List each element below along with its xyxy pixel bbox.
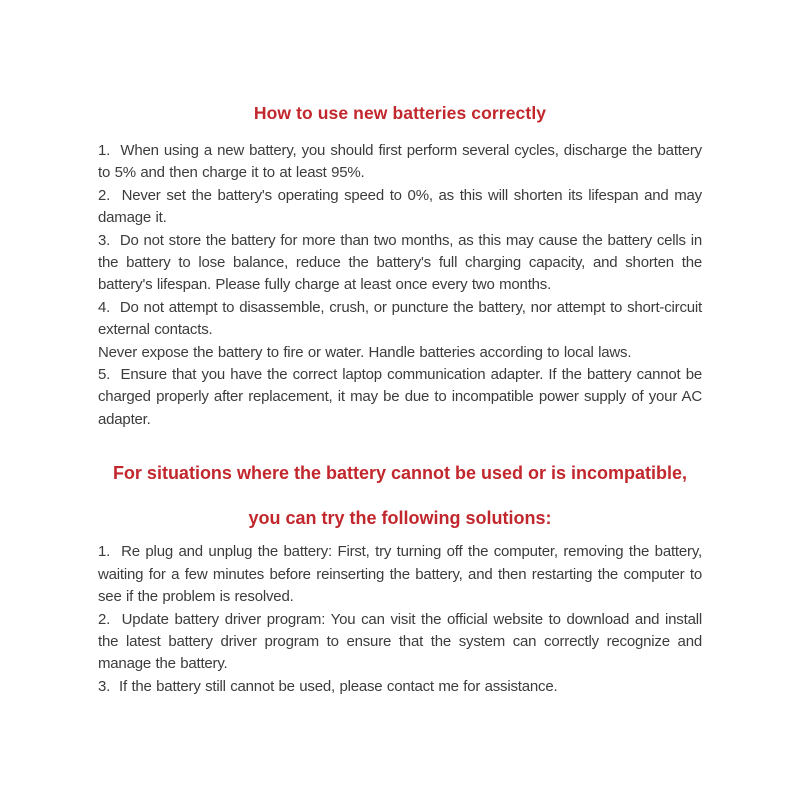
troubleshooting-paragraph-3: 3. If the battery still cannot be used, please contact me for assistance. <box>98 677 558 695</box>
troubleshooting-title-line1: For situations where the battery cannot be used or is incompatible, <box>112 463 688 484</box>
troubleshooting-paragraph-1: 1. Re plug and unplug the battery: First, try turning off the computer, removing the battery, waiting for a few minutes before reinserting the battery, and then restarting the computer to see if the problem is resolved. <box>98 543 707 606</box>
section-battery-usage <box>98 101 707 431</box>
usage-paragraph-6: 5. Ensure that you have the correct laptop communication adapter. If the battery cannot be charged properly after replacement, it may be due to incompatible power supply of your AC adapter. <box>98 366 707 428</box>
usage-paragraph-1: 1. When using a new battery, you should first perform several cycles, discharge the battery to 5% and then charge it to at least 95%. <box>98 142 707 182</box>
usage-paragraph-5: Never expose the battery to fire or water. Handle batteries according to local laws. <box>98 343 632 361</box>
troubleshooting-body <box>98 541 707 698</box>
troubleshooting-paragraph-2: 2. Update battery driver program: You can visit the official website to download and install the latest battery driver program to ensure that the system can correctly recognize and manage the battery. <box>98 610 707 673</box>
section-troubleshooting <box>98 461 707 698</box>
instruction-page <box>98 0 707 698</box>
usage-paragraph-3: 3. Do not store the battery for more than two months, as this may cause the battery cells in the battery to lose balance, reduce the battery's full charging capacity, and shorten the battery's lifespan. Please fully charge at least once every two months. <box>98 231 707 294</box>
troubleshooting-title-line2: you can try the following solutions: <box>248 508 552 529</box>
usage-paragraph-4: 4. Do not attempt to disassemble, crush, or puncture the battery, nor attempt to short-circuit external contacts. <box>98 298 707 339</box>
usage-section-body <box>98 140 707 431</box>
usage-section-title: How to use new batteries correctly <box>253 103 547 123</box>
usage-paragraph-2: 2. Never set the battery's operating speed to 0%, as this will shorten its lifespan and may damage it. <box>98 186 707 227</box>
